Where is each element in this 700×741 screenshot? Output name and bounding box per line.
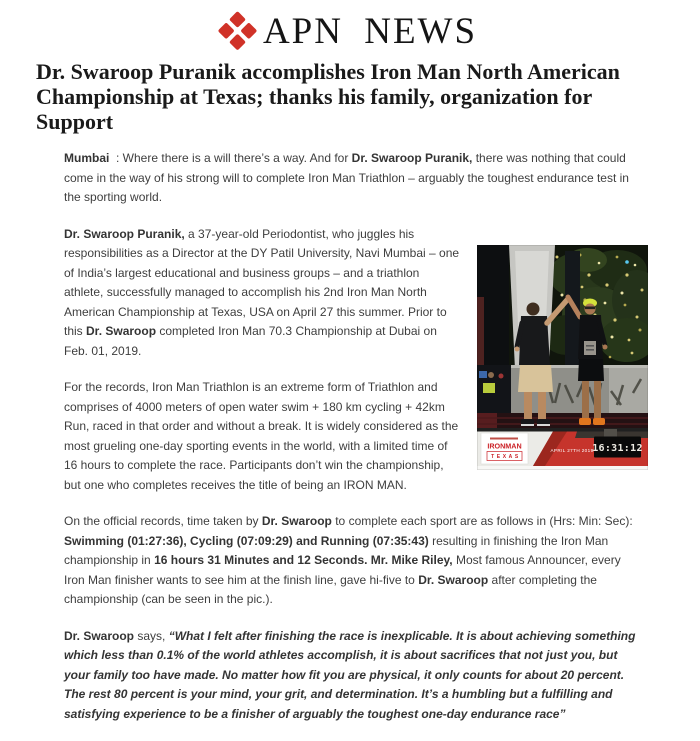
masthead-home-link[interactable]	[223, 13, 477, 50]
four-diamonds-logo-icon	[217, 11, 258, 52]
masthead-title: APN NEWS	[262, 11, 478, 52]
article-paragraph: Mumbai : Where there is a will there’s a way. And for Dr. Swaroop Puranik, there was nothing that could come in the way of his strong will to complete Iron Man Triathlon – arguably the toughest endurance test in the sporting world.	[64, 151, 629, 204]
article-paragraph: For the records, Iron Man Triathlon is an extreme form of Triathlon and comprises of 4000 meters of open water swim + 180 km cycling + 42km Run, raced in that order and without a break. It is widely considered as the most grueling one-day sporting events in the world, with a limited time of 16 hours to complete the race. Participants don’t win the championship, but one who completes receives the title of being an IRON MAN.	[64, 380, 459, 492]
crowd	[477, 365, 511, 413]
article-body	[64, 149, 643, 724]
masthead	[0, 0, 700, 50]
article-headline: Dr. Swaroop Puranik accomplishes Iron Man North American Championship at Texas; thanks his family, organization for Support	[36, 59, 620, 134]
article-paragraph: Dr. Swaroop says, “What I felt after finishing the race is inexplicable. It is about achieving something which less than 0.1% of the world athletes accomplish, it is about sacrifices that not just you, but your family too have made. No matter how fit you are physical, it only counts for about 20 percent. The rest 80 percent is your mind, your grit, and determination. It’s a humbling but a fulfilling and satisfying experience to be a finisher of arguably the toughest one-day endurance race”	[64, 628, 636, 721]
texas-logo-text: TEXAS	[491, 453, 521, 460]
article-paragraph: On the official records, time taken by Dr. Swaroop to complete each sport are as follows in (Hrs: Min: Sec): Swimming (01:27:36), Cycling (07:09:29) and Running (07:35:43) resulting in finishing the Iron Man championship in 16 hours 31 Minutes and 12 Seconds. Mr. Mike Riley, Most famous Announcer, every Iron Man finisher wants to see him at the finish line, gave hi-five to Dr. Swaroop after completing the championship (can be seen in the pic.).	[64, 514, 633, 606]
article-paragraph: Dr. Swaroop Puranik, a 37-year-old Periodontist, who juggles his responsibilities as a Director at the DY Patil University, Navi Mumbai – one of India’s largest educational and business groups – and a triathlon athlete, successfully managed to accomplish his 2nd Iron Man North American Championship at Texas, USA on April 27 this summer. Prior to this Dr. Swaroop completed Iron Man 70.3 Championship at Dubai on Feb. 01, 2019.	[64, 226, 460, 358]
ironman-logo-text: IRONMAN	[487, 441, 522, 450]
finish-clock-text: 16:31:12	[592, 442, 643, 454]
ironman-texas-logo	[481, 433, 528, 464]
photo-caption-band	[477, 428, 648, 470]
race-date-label: APRIL 27TH 2019	[550, 447, 594, 453]
finish-line-photo	[477, 245, 648, 470]
